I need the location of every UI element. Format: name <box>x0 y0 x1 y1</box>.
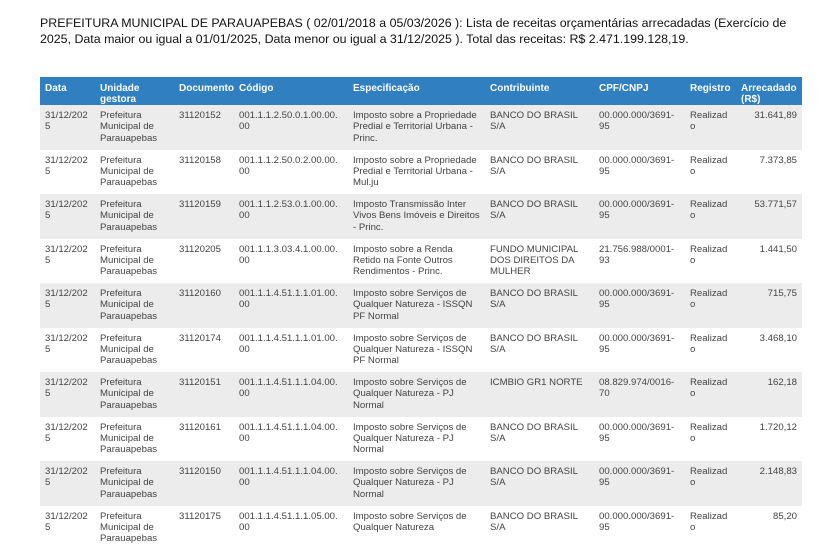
cell-cpf-cnpj: 00.000.000/3691-95 <box>594 328 685 373</box>
table-header-row <box>40 77 802 105</box>
cell-arrecadado: 53.771,57 <box>736 194 802 239</box>
cell-cpf-cnpj: 00.000.000/3691-95 <box>594 283 685 328</box>
cell-arrecadado: 715,75 <box>736 283 802 328</box>
cell-cpf-cnpj: 00.000.000/3691-95 <box>594 105 685 150</box>
cell-data: 31/12/2025 <box>40 506 95 551</box>
cell-cpf-cnpj: 00.000.000/3691-95 <box>594 461 685 506</box>
cell-especificacao: Imposto sobre Serviços de Qualquer Natureza - PJ Normal <box>348 417 485 462</box>
cell-documento: 31120175 <box>174 506 234 551</box>
table-row[interactable] <box>40 417 802 462</box>
cell-documento: 31120151 <box>174 372 234 417</box>
cell-registro: Realizado <box>685 417 736 462</box>
column-header-arrecadado[interactable]: Arrecadado (R$) <box>736 77 802 105</box>
column-header-unidade-gestora[interactable]: Unidade gestora <box>95 77 174 105</box>
cell-codigo: 001.1.1.2.50.0.1.00.00.00 <box>234 105 348 150</box>
cell-registro: Realizado <box>685 506 736 551</box>
cell-data: 31/12/2025 <box>40 150 95 195</box>
cell-arrecadado: 31.641,89 <box>736 105 802 150</box>
cell-contribuinte: BANCO DO BRASIL S/A <box>485 283 594 328</box>
cell-unidade-gestora: Prefeitura Municipal de Parauapebas <box>95 105 174 150</box>
cell-contribuinte: BANCO DO BRASIL S/A <box>485 417 594 462</box>
cell-documento: 31120152 <box>174 105 234 150</box>
cell-registro: Realizado <box>685 461 736 506</box>
cell-arrecadado: 7.373,85 <box>736 150 802 195</box>
cell-codigo: 001.1.1.2.50.0.2.00.00.00 <box>234 150 348 195</box>
column-header-codigo[interactable]: Código <box>234 77 348 105</box>
column-header-registro[interactable]: Registro <box>685 77 736 105</box>
cell-arrecadado: 162,18 <box>736 372 802 417</box>
cell-data: 31/12/2025 <box>40 194 95 239</box>
column-header-documento[interactable]: Documento <box>174 77 234 105</box>
cell-data: 31/12/2025 <box>40 417 95 462</box>
cell-registro: Realizado <box>685 239 736 284</box>
cell-cpf-cnpj: 00.000.000/3691-95 <box>594 506 685 551</box>
cell-registro: Realizado <box>685 150 736 195</box>
cell-especificacao: Imposto sobre Serviços de Qualquer Natureza - PJ Normal <box>348 372 485 417</box>
cell-contribuinte: FUNDO MUNICIPAL DOS DIREITOS DA MULHER <box>485 239 594 284</box>
cell-contribuinte: BANCO DO BRASIL S/A <box>485 328 594 373</box>
table-row[interactable] <box>40 372 802 417</box>
cell-especificacao: Imposto sobre Serviços de Qualquer Natureza <box>348 506 485 551</box>
cell-arrecadado: 85,20 <box>736 506 802 551</box>
cell-documento: 31120205 <box>174 239 234 284</box>
column-header-cpf-cnpj[interactable]: CPF/CNPJ <box>594 77 685 105</box>
cell-contribuinte: BANCO DO BRASIL S/A <box>485 461 594 506</box>
cell-codigo: 001.1.1.4.51.1.1.05.00.00 <box>234 506 348 551</box>
cell-codigo: 001.1.1.4.51.1.1.04.00.00 <box>234 372 348 417</box>
cell-documento: 31120160 <box>174 283 234 328</box>
cell-registro: Realizado <box>685 328 736 373</box>
cell-unidade-gestora: Prefeitura Municipal de Parauapebas <box>95 328 174 373</box>
table-row[interactable] <box>40 105 802 150</box>
cell-especificacao: Imposto sobre Serviços de Qualquer Natureza - ISSQN PF Normal <box>348 283 485 328</box>
cell-data: 31/12/2025 <box>40 372 95 417</box>
cell-cpf-cnpj: 00.000.000/3691-95 <box>594 194 685 239</box>
column-header-data[interactable]: Data <box>40 77 95 105</box>
cell-documento: 31120150 <box>174 461 234 506</box>
table-row[interactable] <box>40 194 802 239</box>
cell-cpf-cnpj: 21.756.988/0001-93 <box>594 239 685 284</box>
cell-documento: 31120161 <box>174 417 234 462</box>
cell-contribuinte: ICMBIO GR1 NORTE <box>485 372 594 417</box>
table-row[interactable] <box>40 328 802 373</box>
cell-data: 31/12/2025 <box>40 328 95 373</box>
cell-unidade-gestora: Prefeitura Municipal de Parauapebas <box>95 239 174 284</box>
cell-data: 31/12/2025 <box>40 239 95 284</box>
cell-registro: Realizado <box>685 194 736 239</box>
cell-contribuinte: BANCO DO BRASIL S/A <box>485 105 594 150</box>
table-row[interactable] <box>40 150 802 195</box>
cell-codigo: 001.1.1.4.51.1.1.01.00.00 <box>234 328 348 373</box>
cell-arrecadado: 2.148,83 <box>736 461 802 506</box>
cell-data: 31/12/2025 <box>40 461 95 506</box>
cell-unidade-gestora: Prefeitura Municipal de Parauapebas <box>95 283 174 328</box>
cell-codigo: 001.1.1.4.51.1.1.01.00.00 <box>234 283 348 328</box>
cell-arrecadado: 1.441,50 <box>736 239 802 284</box>
cell-registro: Realizado <box>685 283 736 328</box>
cell-especificacao: Imposto sobre Serviços de Qualquer Natureza - PJ Normal <box>348 461 485 506</box>
cell-codigo: 001.1.1.2.53.0.1.00.00.00 <box>234 194 348 239</box>
cell-unidade-gestora: Prefeitura Municipal de Parauapebas <box>95 150 174 195</box>
cell-especificacao: Imposto sobre a Propriedade Predial e Territorial Urbana - Princ. <box>348 105 485 150</box>
cell-arrecadado: 3.468,10 <box>736 328 802 373</box>
column-header-especificacao[interactable]: Especificação <box>348 77 485 105</box>
cell-especificacao: Imposto sobre a Renda Retido na Fonte Outros Rendimentos - Princ. <box>348 239 485 284</box>
cell-especificacao: Imposto sobre Serviços de Qualquer Natureza - ISSQN PF Normal <box>348 328 485 373</box>
table-body <box>40 105 802 550</box>
cell-unidade-gestora: Prefeitura Municipal de Parauapebas <box>95 417 174 462</box>
cell-documento: 31120159 <box>174 194 234 239</box>
cell-registro: Realizado <box>685 105 736 150</box>
table-row[interactable] <box>40 461 802 506</box>
page-title: PREFEITURA MUNICIPAL DE PARAUAPEBAS ( 02/01/2018 a 05/03/2026 ): Lista de receitas orçamentárias arrecadadas (Exercício de 2025, Data maior ou igual a 01/01/2025, Data menor ou igual a 31/12/2025 ). Total das receitas: R$ 2.471.199.128,19. <box>40 16 787 46</box>
cell-unidade-gestora: Prefeitura Municipal de Parauapebas <box>95 372 174 417</box>
cell-unidade-gestora: Prefeitura Municipal de Parauapebas <box>95 506 174 551</box>
cell-codigo: 001.1.1.3.03.4.1.00.00.00 <box>234 239 348 284</box>
cell-unidade-gestora: Prefeitura Municipal de Parauapebas <box>95 194 174 239</box>
table-row[interactable] <box>40 283 802 328</box>
cell-cpf-cnpj: 00.000.000/3691-95 <box>594 417 685 462</box>
cell-data: 31/12/2025 <box>40 283 95 328</box>
cell-registro: Realizado <box>685 372 736 417</box>
cell-data: 31/12/2025 <box>40 105 95 150</box>
cell-especificacao: Imposto Transmissão Inter Vivos Bens Imóveis e Direitos - Princ. <box>348 194 485 239</box>
column-header-contribuinte[interactable]: Contribuinte <box>485 77 594 105</box>
cell-cpf-cnpj: 00.000.000/3691-95 <box>594 150 685 195</box>
cell-documento: 31120158 <box>174 150 234 195</box>
cell-arrecadado: 1.720,12 <box>736 417 802 462</box>
cell-documento: 31120174 <box>174 328 234 373</box>
cell-contribuinte: BANCO DO BRASIL S/A <box>485 194 594 239</box>
cell-cpf-cnpj: 08.829.974/0016-70 <box>594 372 685 417</box>
table-row[interactable] <box>40 239 802 284</box>
cell-contribuinte: BANCO DO BRASIL S/A <box>485 506 594 551</box>
table-row[interactable] <box>40 506 802 551</box>
receitas-table <box>40 77 802 550</box>
cell-codigo: 001.1.1.4.51.1.1.04.00.00 <box>234 417 348 462</box>
cell-especificacao: Imposto sobre a Propriedade Predial e Territorial Urbana - Mul.ju <box>348 150 485 195</box>
cell-unidade-gestora: Prefeitura Municipal de Parauapebas <box>95 461 174 506</box>
cell-contribuinte: BANCO DO BRASIL S/A <box>485 150 594 195</box>
cell-codigo: 001.1.1.4.51.1.1.04.00.00 <box>234 461 348 506</box>
